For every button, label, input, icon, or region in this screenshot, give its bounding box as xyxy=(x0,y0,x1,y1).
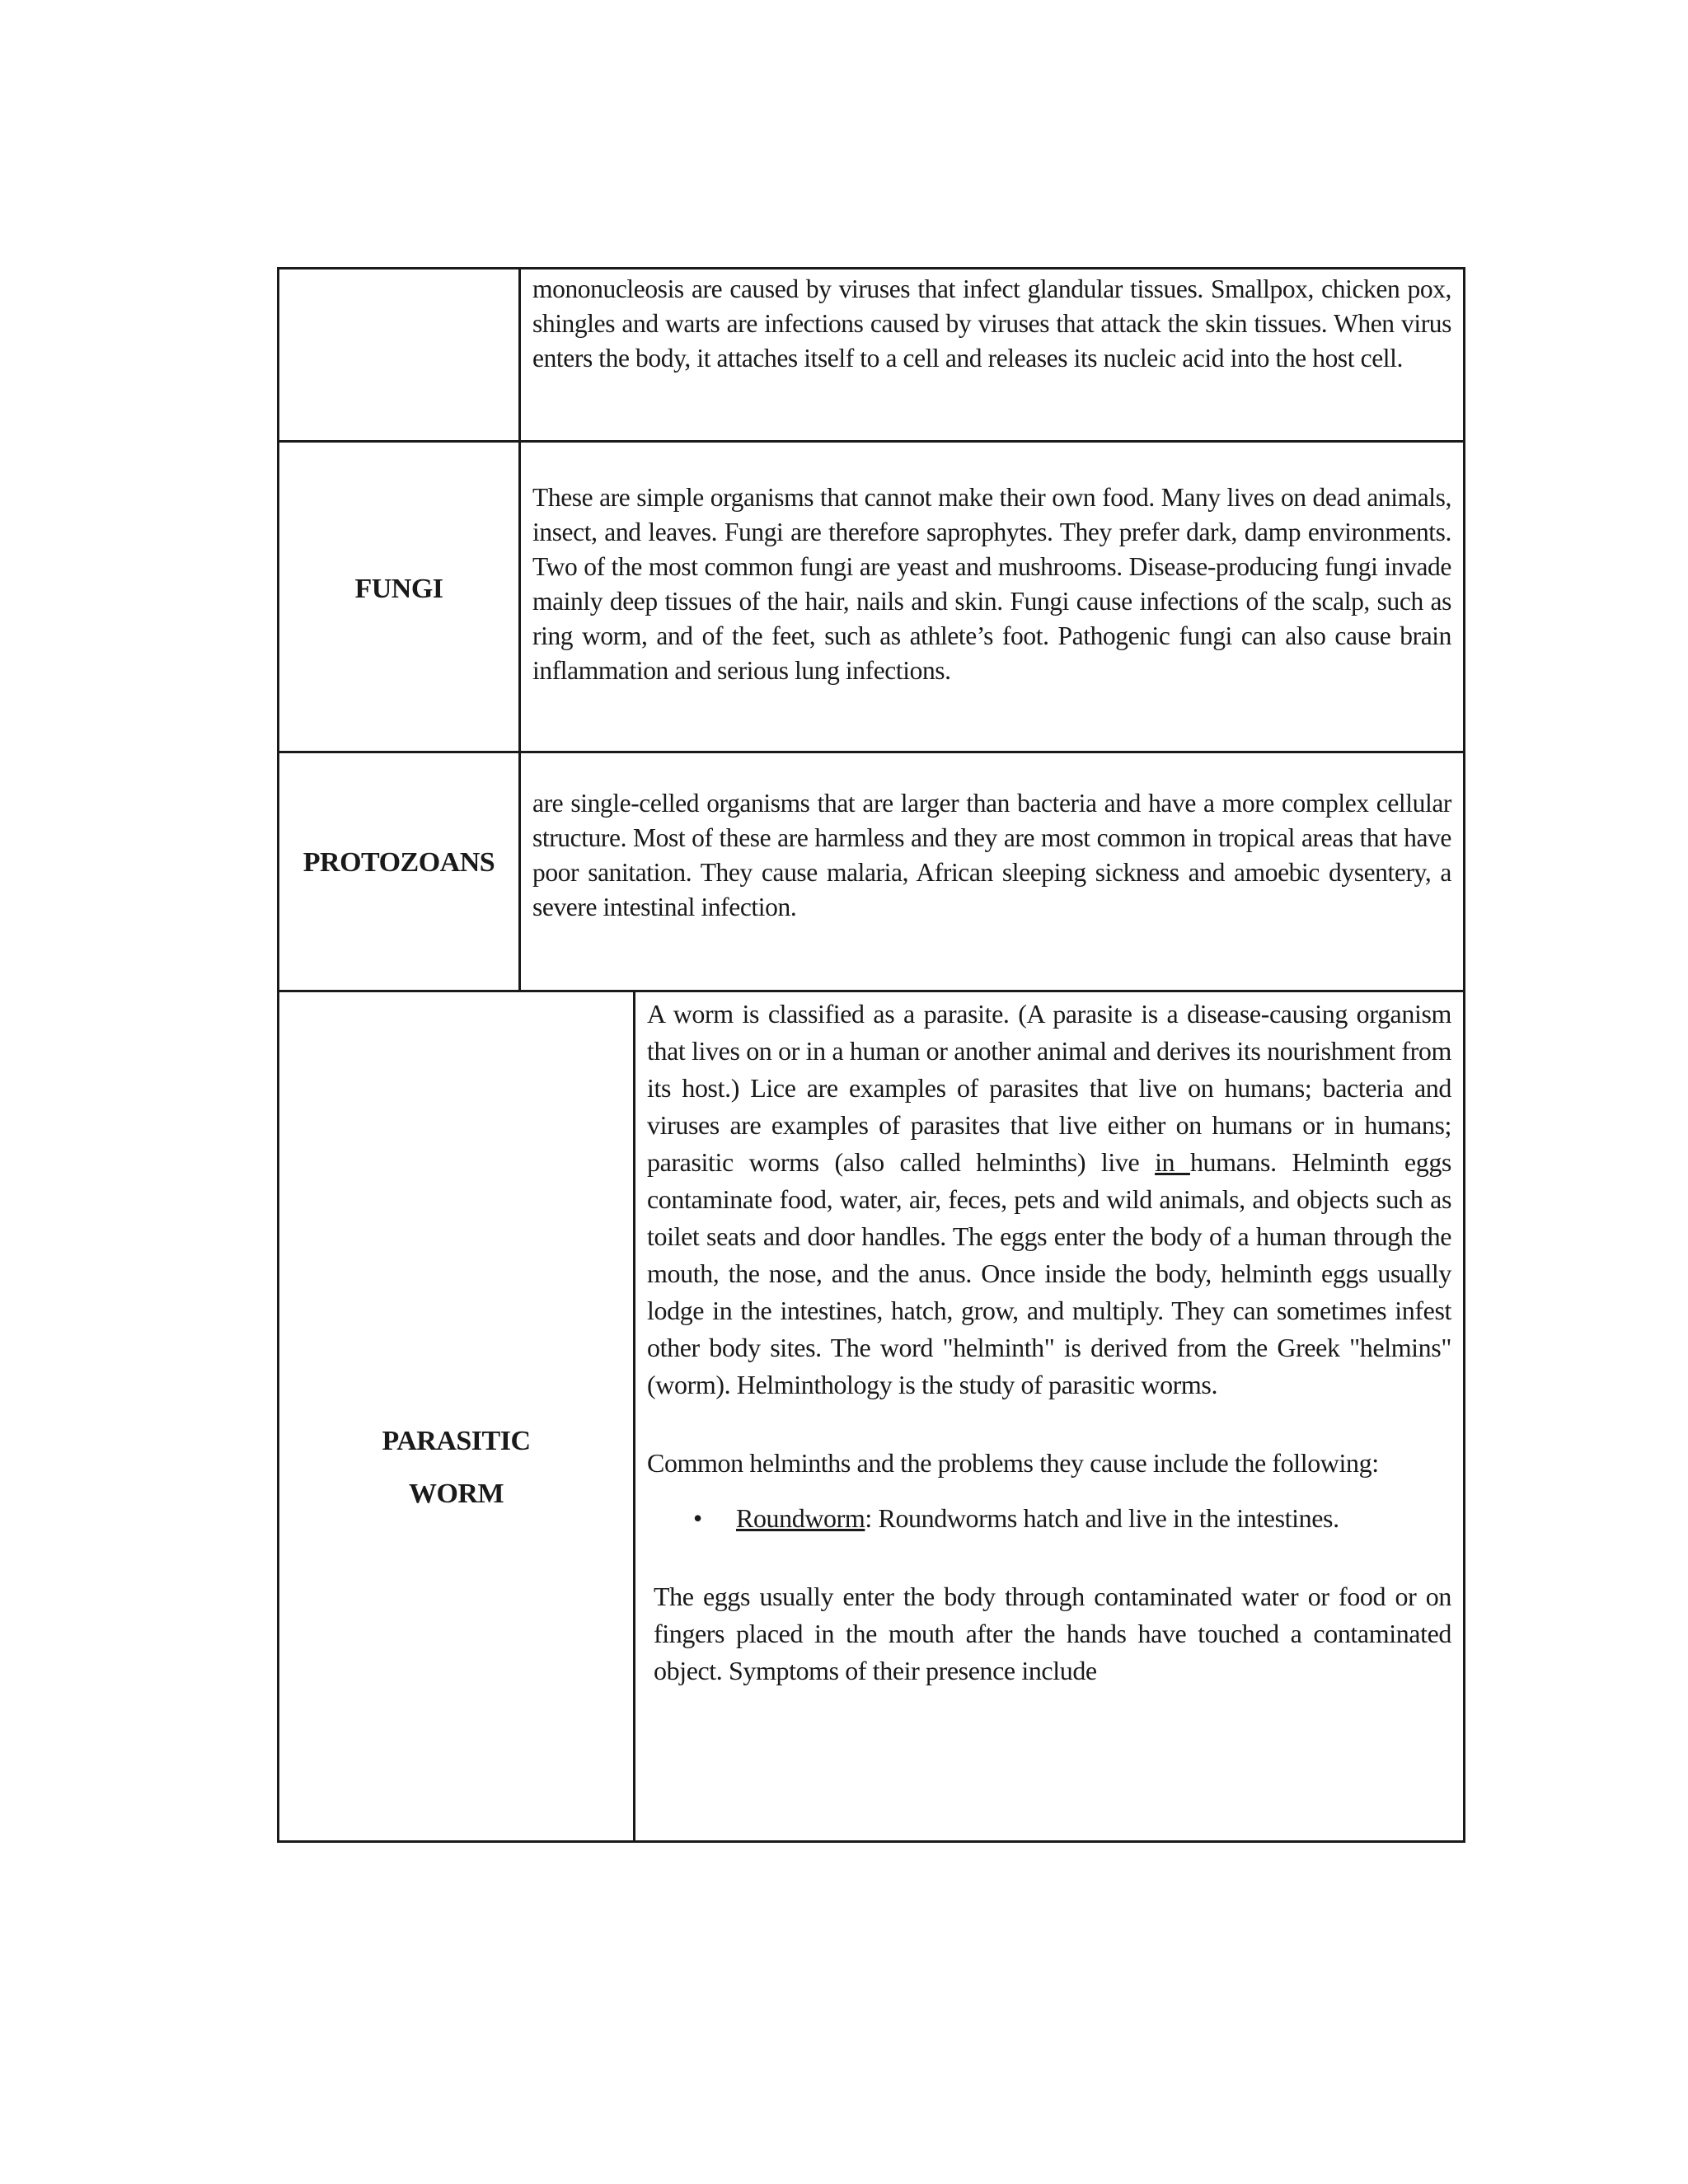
label-line-parasitic: PARASITIC xyxy=(382,1425,531,1456)
viruses-description: mononucleosis are caused by viruses that infect glandular tissues. Smallpox, chicken pox, shingles and warts are infections caused by viruses that attack the skin tissues. When virus enters the body, it attaches itself to a cell and releases its nucleic acid into the host cell. xyxy=(532,274,1451,373)
row-text-protozoans xyxy=(521,753,1463,990)
row-text-parasitic-worm xyxy=(635,992,1463,1840)
list-item-roundworm xyxy=(647,1500,1451,1537)
worm-paragraph-1 xyxy=(647,996,1451,1404)
table-row-fungi xyxy=(279,443,1463,753)
worm-paragraph-1-part-b: humans. Helminth eggs contaminate food, water, air, feces, pets and wild animals, and objects such as toilet seats and door handles. The eggs enter the body of a human through the mouth, the nose, and the anus. Once inside the body, helminth eggs usually lodge in the intestines, hatch, grow, and multiply. They can sometimes infest other body sites. The word "helminth" is derived from the Greek "helmins" (worm). Helminthology is the study of parasitic worms. xyxy=(647,1147,1451,1399)
row-label-viruses xyxy=(279,269,521,440)
table-row-parasitic-worm xyxy=(279,992,1463,1840)
spacer xyxy=(647,1537,1451,1578)
row-text-fungi xyxy=(521,443,1463,751)
roundworm-text: : Roundworms hatch and live in the intestines. xyxy=(865,1503,1339,1533)
row-label-protozoans: PROTOZOANS xyxy=(279,753,521,990)
row-label-fungi: FUNGI xyxy=(279,443,521,751)
worm-paragraph-1-part-a: A worm is classified as a parasite. (A parasite is a disease-causing organism that lives on or in a human or another animal and derives its nourishment from its host.) Lice are examples of parasites that live on humans; bacteria and viruses are examples of parasites that live either on humans or in humans; parasitic worms (also called helminths) live xyxy=(647,999,1451,1177)
bullet-icon: • xyxy=(693,1503,702,1533)
row-text-viruses xyxy=(521,269,1463,440)
worm-paragraph-3: The eggs usually enter the body through contaminated water or food or on fingers placed in the mouth after the hands have touched a contaminated object. Symptoms of their presence include xyxy=(654,1582,1451,1685)
table-row-protozoans xyxy=(279,753,1463,992)
fungi-description: These are simple organisms that cannot make their own food. Many lives on dead animals, insect, and leaves. Fungi are therefore saprophytes. They prefer dark, damp environments. Two of the most common fungi are yeast and mushrooms. Disease-producing fungi invade mainly deep tissues of the hair, nails and skin. Fungi cause infections of the scalp, such as ring worm, and of the feet, such as athlete’s foot. Pathogenic fungi can also cause brain inflammation and serious lung infections. xyxy=(532,483,1451,685)
protozoans-description: are single-celled organisms that are larger than bacteria and have a more complex cellular structure. Most of these are harmless and they are most common in tropical areas that have poor sanitation. They cause malaria, African sleeping sickness and amoebic dysentery, a severe intestinal infection. xyxy=(532,789,1451,921)
spacer xyxy=(647,1404,1451,1445)
table-row-viruses xyxy=(279,269,1463,443)
content-table xyxy=(277,267,1465,1843)
row-label-parasitic-worm xyxy=(279,992,635,1840)
worm-paragraph-2: Common helminths and the problems they cause include the following: xyxy=(647,1448,1379,1478)
worm-paragraph-1-in: in xyxy=(1155,1147,1190,1177)
roundworm-term: Roundworm xyxy=(736,1503,865,1533)
label-line-worm: WORM xyxy=(408,1478,504,1509)
